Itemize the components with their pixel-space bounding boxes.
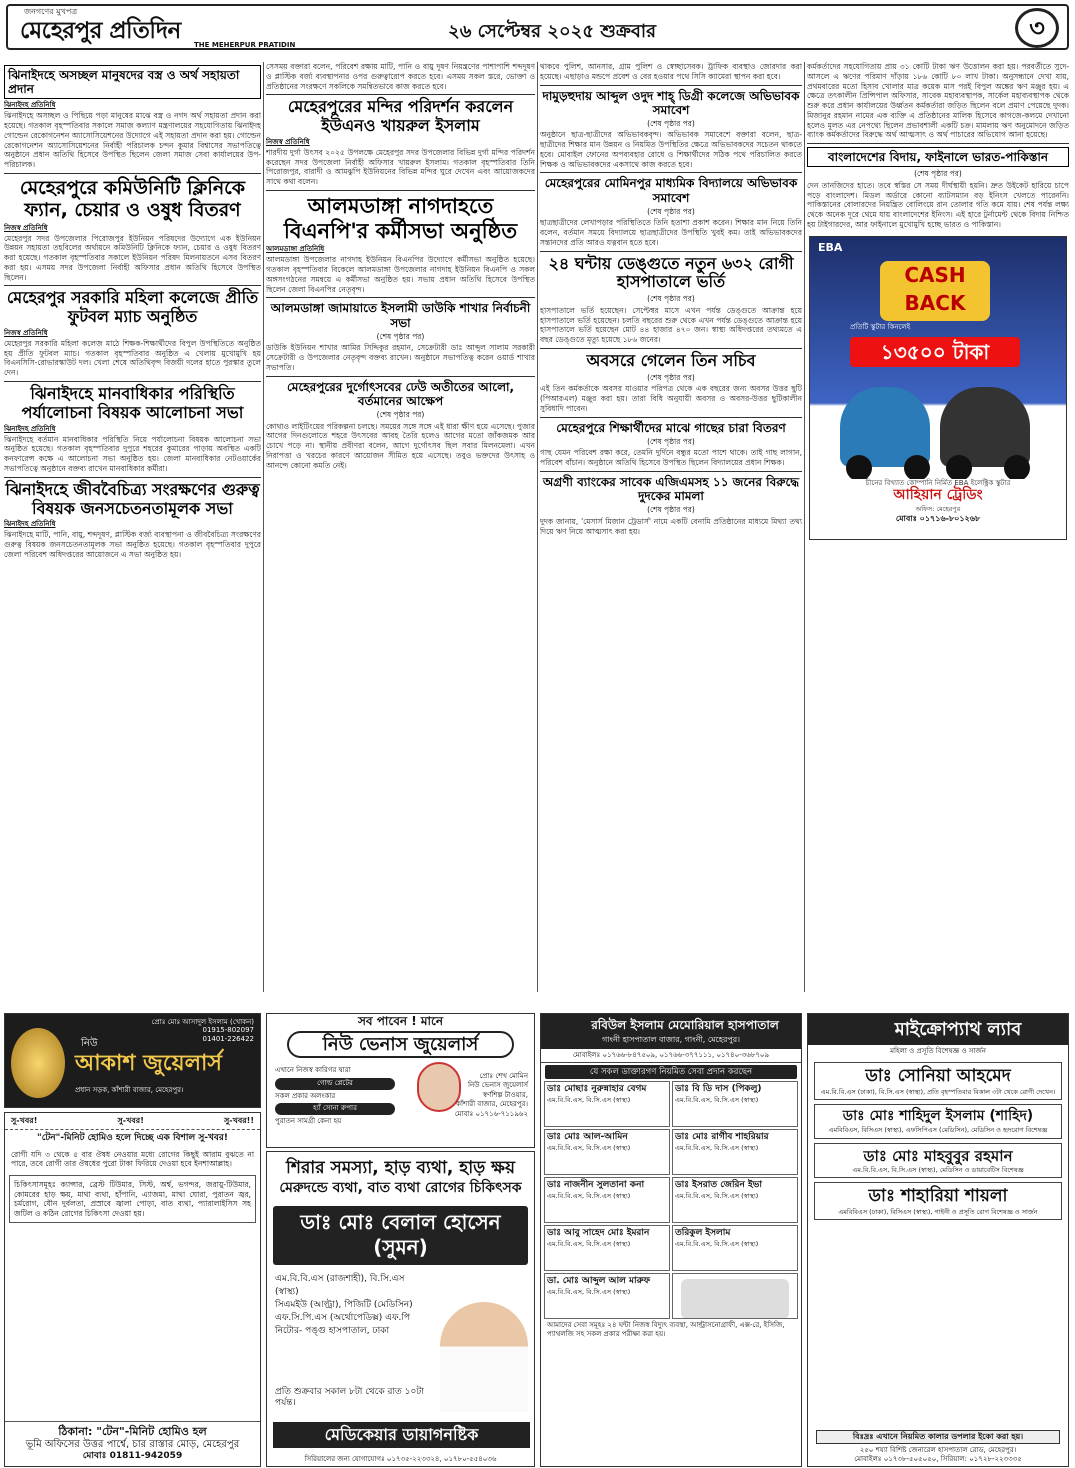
doctor-name: ডাঃ আবু সাহেদ মোঃ ইমরান <box>547 1228 650 1239</box>
article-body: দেন তানজিদের হাতে। তবে স্বস্তির সে সময় দীর্ঘস্থায়ী হয়নি। দ্রুত উইকেট হারিয়ে চাপে পড়ে বাংলাদেশ। মিডল অর্ডারে কোনো ব্যাটসম্যান বড় ইনিংস খেলতে পারেননি। পাকিস্তানের বোলারদের নিয়ন্ত্রিত বোলিংয়ে রান তোলার গতি কমে যায়। শেষ পর্যন্ত লক্ষ্য থেকে অনেক দূরে থেমে যায় বাংলাদেশের ইনিংস। এই হারে টুর্নামেন্ট থেকে বিদায় নিশ্চিত হয় টাইগারদের, আর ফাইনালে মুখোমুখি হচ্ছে ভারত ও পাকিস্তান। <box>807 180 1069 229</box>
byline: আলমডাঙ্গা প্রতিনিধি <box>266 245 325 254</box>
doctor-name: ডাঃ মোঃ আল-আমিন <box>547 1132 628 1143</box>
article-body: কোথাও লাইটিংয়ের পরিকল্পনা চলছে। সময়ের সঙ্গে সঙ্গে এই ধারা ক্ষীণ হয়ে এসেছে। পুজার আগের দিনগুলোতে শহরে উৎসবের আবহ তৈরি হলেও আগের মতো জাঁকজমক আর চোখে পড়ে না। স্থানীয় প্রবীণরা বলেন, আগে দুর্গোৎসব ছিল সবার মিলনমেলা। এখন নিরাপত্তা ও খরচের কারণে আয়োজন সীমিত হয়ে এসেছে। তবুও ভক্তদের উৎসাহ ও আনন্দে কোনো কমতি নেই। <box>266 421 535 470</box>
continued-note: (শেষ পৃষ্ঠার পর) <box>376 331 425 341</box>
wheel-icon <box>1004 455 1030 481</box>
diagnostic-center-name: মেডিকেয়ার ডায়াগনষ্টিক <box>273 1422 530 1448</box>
lab-advertisement <box>807 1013 1069 1467</box>
headline: ঝিনাইদহে অসচ্ছল মানুষদের বস্ত্র ও অর্থ সহায়তা প্রদান <box>4 65 261 99</box>
column-divider <box>263 62 264 992</box>
dealer-note: চীনের বিখ্যাত কোম্পানি নির্মিত EBA ইলেক্ট্রিক স্কুটার <box>865 478 1011 487</box>
dealer-name: আহিয়ান ট্রেডিং <box>893 487 983 504</box>
doctors-heading: যে সকল ডাক্তারগণ নিয়মিত সেবা প্রদান করছেন <box>545 1065 797 1080</box>
doctor-name: তরিকুল ইসলাম <box>675 1228 731 1239</box>
headline: দামুড়হুদায় আব্দুল ওদুদ শাহ্ ডিগ্রী কলেজে অভিভাবক সমাবেশ <box>542 88 800 117</box>
doctor-degree: এম.বি.বি.এস (ঢাকা), বি.সি.এস (স্বাস্থ্য), প্রতি বৃহস্পতিবার বিকাল ৩টা থেকে রোগী দেখেন। <box>820 1087 1056 1096</box>
doctor-photo <box>440 1302 528 1412</box>
doctor-name: ডাঃ মোঃ রাগীব শাহরিয়ার <box>675 1132 769 1143</box>
divider <box>540 172 802 173</box>
dealer-strip <box>810 479 1066 539</box>
divider <box>4 173 261 174</box>
divider <box>266 297 535 298</box>
ad-headline: "টেন"-মিনিট হোমিও হলে দিচ্ছে এক বিশাল সু-খবর! <box>37 1133 228 1144</box>
phone: 01915-802097 <box>202 1026 254 1035</box>
newspaper-logo-en: THE MEHERPUR PRATIDIN <box>194 41 296 49</box>
footer-address: ভূমি অফিসের উত্তর পার্শ্বে, চার রাস্তার মোড়, মেহেরপুর <box>25 1438 240 1450</box>
article-body: শারদীয় দুর্গা উৎসব ২০২৫ উপলক্ষে মেহেরপুর সদর উপজেলার বিভিন্ন দুর্গা মন্দির পরিদর্শন করেছেন সদর উপজেলা নির্বাহী অফিসার খায়রুল ইসলাম। গতকাল বৃহস্পতিবার তিনি পিরোজপুর, বারাদী ও আমঝুপি ইউনিয়নের বিভিন্ন মন্দির ঘুরে দেখেন এবং আয়োজকদের সাথে কথা বলেন। <box>266 147 535 187</box>
byline: ঝিনাইদহ প্রতিনিধি <box>4 101 56 110</box>
doctor-degree: এম.বি.বি.এস, বি.সি.এস (স্বাস্থ্য) <box>675 1143 759 1152</box>
shop-line: নিউ ভেনাস জুয়েলার্স <box>467 1081 528 1090</box>
shop-line: স্বর্ণশিল্প টাওয়ার, <box>482 1090 528 1099</box>
doctor-card <box>544 1081 670 1127</box>
continued-note: (শেষ পৃষ্ঠার পর) <box>647 372 695 382</box>
doctor-name: ডাঃ ইসরাত জেরিন ইভা <box>675 1180 762 1191</box>
doctor-degree: এম.বি.বি.এস, বি.সি.এস (স্বাস্থ্য) <box>547 1191 631 1200</box>
divider <box>540 251 802 252</box>
article-body: ঝিনাইদহে বর্তমান মানবাধিকার পরিস্থিতি নিয়ে পর্যালোচনা বিষয়ক আলোচনা সভা অনুষ্ঠিত হয়েছে। গতকাল বৃহস্পতিবার দুপুরে শহরের কুমারের পাড়ায় অবস্থিত একটি কনফারেন্স কক্ষে এ আলোচনা সভা অনুষ্ঠিত হয়। জেলা মানবাধিকার নেটওয়ার্কের সভাপতিত্বে অনুষ্ঠানে বক্তব্য রাখেন মানবাধিকার কর্মীরা। <box>4 434 261 473</box>
doctor-degree: এম.বি.বি.এস, বি.সি.এস (স্বাস্থ্য) <box>547 1239 631 1248</box>
headline: মেহেরপুরে কমিউনিটি ক্লিনিকে ফ্যান, চেয়ার ও ওষুধ বিতরণ <box>19 176 246 222</box>
headline: অবসরে গেলেন তিন সচিব <box>586 350 756 370</box>
article-body: মেহেরপুর সদর উপজেলার পিরোজপুর ইউনিয়ন পরিষদের উদ্যোগে এক ইউনিয়ন উন্নয়ন সহায়তা তহবিলের অর্থায়নে কমিউনিটি ক্লিনিকে ফ্যান, চেয়ার ও ওষুধ বিতরণ করা হয়েছে। গতকাল বৃহস্পতিবার সকালে ইউনিয়ন পরিষদ মিলনায়তনে এসব বিতরণ করা হয়। এসময় সদর উপজেলা নির্বাহী অফিসার প্রধান অতিথি হিসেবে উপস্থিত ছিলেন। <box>4 233 261 282</box>
headline: অগ্রণী ব্যাংকের সাবেক এজিএমসহ ১১ জনের বিরুদ্ধে দুদকের মামলা <box>542 474 800 504</box>
byline: ঝিনাইদহ প্রতিনিধি <box>4 424 56 433</box>
lab-subtitle: মহিলা ও প্রসূতি বিশেষজ্ঞ ও সার্জন <box>890 1047 986 1056</box>
hospital-address: গাংনী হাসপাতাল বাজার, গাংনী, মেহেরপুর। <box>541 1035 801 1048</box>
column-divider <box>537 62 538 992</box>
headline: মেহেরপুরে শিক্ষার্থীদের মাঝে গাছের চারা বিতরণ <box>556 420 786 435</box>
headline: মেহেরপুর সরকারি মহিলা কলেজে প্রীতি ফুটবল ম্যাচ অনুষ্ঠিত <box>6 288 259 327</box>
ad-footer <box>5 1421 260 1466</box>
column-1 <box>4 62 261 992</box>
continued-note: (শেষ পৃষ্ঠার পর) <box>647 505 695 515</box>
degree-line: নিটোর- পঙ্গু হাসপাতাল, ঢাকা <box>275 1326 390 1337</box>
new-tag: নিউ <box>81 1038 98 1049</box>
good-news: সু-খবর! <box>11 1116 38 1125</box>
article-body: আলমডাঙ্গা উপজেলার নাগদাহ ইউনিয়ন বিএনপির উদ্যোগে কর্মীসভা অনুষ্ঠিত হয়েছে। গতকাল বৃহস্পতিবার বিকেলে আলমডাঙ্গা উপজেলার নাগদাহ ইউনিয়ন বিএনপি ও সকল অঙ্গসংগঠনের সমন্বয়ে এ কর্মীসভা অনুষ্ঠিত হয়। সভায় প্রধান অতিথি হিসেবে উপস্থিত ছিলেন জেলা বিএনপির নেতৃবৃন্দ। <box>266 255 535 294</box>
doctor-name: ডাঃ মোঃ বেলাল হোসেন (সুমন) <box>273 1206 528 1265</box>
offer-note: প্রতিটি স্কুটার কিনলেই <box>850 322 911 331</box>
lab-name: মাইক্রোপ্যাথ ল্যাব <box>808 1014 1068 1045</box>
article-body: সেসময় বক্তারা বলেন, পরিবেশ রক্ষায় মাটি, পানি ও বায়ু দূষণ নিয়ন্ত্রণের পাশাপাশি শব্দদূষণ ও প্লাস্টিক বর্জ্য ব্যবস্থাপনার ওপর গুরুত্বারোপ করতে হবে। এসময় সকল স্তরে, ভোক্তা ও প্রতিষ্ঠানের সংরক্ষণে সকলিকে সমন্বিতভাবে কাজ করতে হবে। <box>266 62 535 91</box>
article-body: হাসপাতালে ভর্তি হয়েছেন। সেপ্টেম্বর মাসে এখন পর্যন্ত ডেঙ্গুতে আক্রান্ত হয়ে হাসপাতালে ভর্তি হয়েছেন। চলতি বছরের শুরু থেকে এখন পর্যন্ত ডেঙ্গুতে আক্রান্ত হয়ে হাসপাতালে ভর্তি হয়েছেন মোট ৪৪ হাজার ৪৭০ জন। স্বাস্থ্য অধিদপ্তরের তথ্যমতে এ বছর ডেঙ্গুতে মৃত্যু হয়েছে ১৮৬ জনের। <box>540 305 802 345</box>
owner-name: প্রোঃ মোঃ আসাদুল ইসলাম (খোকন) <box>151 1018 254 1026</box>
doctor-card <box>814 1062 1062 1100</box>
hospital-phone: মোবাইলঃ ০১৭৬৬-৮৪৭৫০৯, ০১৭৬৬-৩৭৭১১১, ০১৭৪০-৩৬৮৭০৯ <box>541 1049 801 1063</box>
lab-footer <box>808 1428 1068 1466</box>
divider <box>4 381 261 382</box>
lab-phone: মোবাইলঃ ০১৭৩৮-৫০৫০৫০, সিরিয়াল: ০১৭২৮-২২৩৩৩৫ <box>854 1455 1022 1464</box>
article-body: ঝিনাইদহে মাটি, পানি, বায়ু, শব্দদূষণ, প্লাস্টিক বর্জ্য ব্যবস্থাপনা ও জীববৈচিত্র্য সংরক্ষণের গুরুত্ব বিষয়ক জনসচেতনতামূলক সভা অনুষ্ঠিত হয়েছে। গতকাল বৃহস্পতিবার দুপুরে জেলা পরিবেশ অধিদপ্তরের আয়োজনে এ সভা অনুষ্ঠিত হয়। <box>4 530 261 559</box>
doctor-degree: এম.বি.বি.এস, বি.সি.এস (স্বাস্থ্য) <box>675 1095 759 1104</box>
ad-tagline: সব পাবেন ! মানে <box>357 1014 444 1028</box>
service-line: সকল প্রকার অলংকার <box>275 1091 336 1100</box>
doctor-degree: এম.বি.বি.এস, বি.সি.এস (স্বাস্থ্য) <box>675 1191 759 1200</box>
service-line: পুরাতন সামগ্রী কেনা হয় <box>275 1117 342 1126</box>
good-news: সু-খবর!! <box>223 1116 254 1125</box>
headline: মেহেরপুরের মোমিনপুর মাধ্যমিক বিদ্যালয়ে অভিভাবক সমাবেশ <box>544 176 798 205</box>
doctor-degree: এম.বি.বি.এস, বি.সি.এস (স্বাস্থ্য), মেডিসিন ও ডায়াবেটিস বিশেষজ্ঞ <box>852 1165 1024 1174</box>
doctor-card <box>672 1225 798 1271</box>
divider <box>4 285 261 286</box>
column-3 <box>540 62 802 992</box>
service-pill: হ্যাঁ সোনা রুপার <box>275 1103 395 1115</box>
byline: ঝিনাইদহ প্রতিনিধি <box>4 520 56 529</box>
doctor-degree: এম.বি.বি.এস, বি.সি.এস (স্বাস্থ্য) <box>547 1143 631 1152</box>
treatment-list: চিকিৎসাসমূহঃ ক্যান্সার, ব্রেস্ট টিউমার, সিস্ট, অর্শ্ব, ভগন্দর, জরায়ু-টিউমার, কোমরের হাড় ক্ষয়, মাথা ব্যথা, হাঁপানি, এ্যাজমা, মাথা ঘোরা, পুরাতন জ্বর, চর্মরোগ, যৌন দুর্বলতা, প্রস্রাবে জ্বালা পোড়া, বাত ব্যথা, প্যারালাইসিস সহ জটিল ও কঠিন রোগের চিকিৎসা দেওয়া হয়। <box>9 1175 256 1223</box>
divider <box>540 85 802 86</box>
cash-back-badge: CASH BACK <box>880 261 990 321</box>
doctor-name: ডাঃ শাহারিয়া শায়লা <box>868 1186 1008 1207</box>
serial-contact: সিরিয়ালের জন্য যোগাযোগঃ ০১৭৩৫-২২৩৩২৪, ০১৭৮০-৫৫৪০৩৬ <box>304 1455 497 1464</box>
divider <box>540 471 802 472</box>
phone: 01401-226422 <box>202 1034 254 1043</box>
article-body: থাকবে পুলিশ, আনসার, গ্রাম পুলিশ ও স্বেচ্ছাসেবক। ট্রাফিক ব্যবস্থাও জোরদার করা হয়েছে। এছাড়াও মন্ডপে প্রবেশ ও বের হওয়ার পথে সিসি ক্যামেরা স্থাপন করা হবে। <box>540 62 802 81</box>
divider <box>807 143 1069 144</box>
ad-subheadline: মেরুদন্ডে ব্যথা, বাত ব্যথা রোগের চিকিৎসক <box>279 1179 522 1196</box>
shop-line: কাঁশারী বাজার, মেহেরপুর। <box>456 1100 528 1109</box>
article-body: মেহেরপুর সরকারি মহিলা কলেজ মাঠে শিক্ষক-শিক্ষার্থীদের বিপুল উপস্থিতিতে অনুষ্ঠিত হয় প্রীতি ফুটবল ম্যাচ। গতকাল বৃহস্পতিবার অনুষ্ঠিত এ খেলায় মুখোমুখি হয় বিএনসিসি-রোভারস্কাউট দল। খেলা শেষে অতিথিবৃন্দ বিজয়ী দলের হাতে পুরস্কার তুলে দেন। <box>4 338 261 378</box>
phone: মোবাঃ ০১৭১৬-৭১১৯৬২ <box>454 1109 528 1118</box>
byline: নিজস্ব প্রতিনিধি <box>266 138 310 146</box>
hospital-advertisement <box>540 1013 802 1467</box>
ambulance-card <box>672 1273 798 1319</box>
doctor-card <box>672 1129 798 1175</box>
continued-note: (শেষ পৃষ্ঠার পর) <box>376 409 425 419</box>
column-2 <box>266 62 535 992</box>
shop-name: আকাশ জুয়েলার্স <box>75 1051 222 1076</box>
article-body: কর্মকর্তাদের সহযোগিতায় প্রায় ৩১ কোটি টাকা ঋণ উত্তোলন করা হয়। পরবর্তীতে সুদে-আসলে এ ঋণের পরিমাণ দাঁড়ায় ১৮৬ কোটি ৮০ লাখ টাকা। অনুসন্ধানে দেখা যায়, প্রথমবারের মতো হিসাব খোলার মাত্র কয়েক মাস পরই বিপুল অঙ্কের ঋণ মঞ্জুর হয়। এ ক্ষেত্রে তৎকালীন প্রিন্সিপাল অফিসার, সাবেক মহাব্যবস্থাপক, সার্কেল মহাব্যবস্থাপক থেকে শুরু করে প্রধান কার্যালয়ের উর্ধ্বতন কর্মকর্তারা জড়িত ছিলেন বলে প্রমাণ পেয়েছে দুদক। মিজানুর রহমান নামের এক ব্যক্তি এ প্রতিষ্ঠানের মালিক হিসেবে কাগজে-কলমে দেখানো হলেও মূলত এর নেপথ্যে ছিলেন প্রভাবশালী একটি চক্র। মামলায় ঋণ অনুমোদনে জড়িত ব্যাংক কর্মকর্তাদের বিরুদ্ধে অর্থ আত্মসাৎ ও অর্থ পাচারের অভিযোগ আনা হয়েছে। <box>807 62 1069 140</box>
owner-info <box>152 1018 254 1043</box>
doctor-name: ডাঃ মোঃ মাহবুবুর রহমান <box>863 1146 1013 1165</box>
byline: নিজস্ব প্রতিনিধি <box>4 329 48 338</box>
doctor-advertisement <box>266 1151 535 1467</box>
divider <box>266 190 535 191</box>
dealer-phone: মোবাঃ ০১৭১৬-৮০১২৬৮ <box>895 513 981 523</box>
ad-headline: শিরার সমস্যা, হাড় ব্যথা, হাড় ক্ষয় <box>286 1158 515 1178</box>
column-divider <box>804 62 805 992</box>
doctor-card <box>544 1177 670 1223</box>
doctor-card <box>544 1225 670 1271</box>
degree-line: এফ.সি.পি.এস (অর্থোপেডিক্স) এফ.পি <box>275 1312 411 1323</box>
services-list: আমাদের সেবা সমূহঃ ২৪ ঘন্টা নিজস্ব বিদ্যুৎ ব্যবস্থা, আল্ট্রাসনোগ্রাফী, এক্স-রে, ইসিজি, প্যাথলজি সহ সকল প্রকার পরীক্ষা করা হয়। <box>547 1321 785 1339</box>
issue-date: ২৬ সেপ্টেম্বর ২০২৫ শুক্রবার <box>448 21 657 42</box>
good-news: সু-খবর! <box>117 1116 144 1125</box>
continued-note: (শেষ পৃষ্ঠার পর) <box>647 294 695 304</box>
doctor-card <box>544 1129 670 1175</box>
page-number: ৩ <box>1015 8 1059 48</box>
headline: বাংলাদেশের বিদায়, ফাইনালে ভারত-পাকিস্তান <box>807 147 1069 167</box>
owner-name: প্রোঃ শেখ মোমিন <box>479 1072 528 1080</box>
ambulance-icon <box>681 1279 789 1319</box>
wheel-icon <box>846 455 872 481</box>
doctor-card <box>814 1143 1062 1179</box>
lab-address: ২৫০ শয্যা বিশিষ্ট জেনারেল হাসপাতাল রোড, মেহেরপুর। <box>859 1446 1017 1455</box>
owner-info <box>418 1072 528 1119</box>
headline: মেহেরপুরের দুর্গোৎসবের ঢেউ অতীতের আলো, বর্তমানের আক্ষেপ <box>286 379 515 408</box>
doctor-degrees <box>267 1273 437 1338</box>
doctor-name: ডাঃ মোছাঃ নুরুন্নাহার বেগম <box>547 1084 647 1095</box>
doctor-name: ডাঃ সোনিয়া আহমেদ <box>865 1065 1011 1086</box>
headline: ঝিনাইদহে জীববৈচিত্র্য সংরক্ষণের গুরুত্ব বিষয়ক জনসচেতনতামূলক সভা <box>5 479 260 518</box>
scooter-advertisement <box>809 236 1067 540</box>
shop-address: প্রধান সড়ক, কাঁশারী বাজার, মেহেরপুর। <box>75 1086 184 1094</box>
homeo-advertisement <box>4 1112 261 1467</box>
newspaper-logo: মেহেরপুর প্রতিদিন <box>20 17 181 44</box>
article-body: দুদক জানায়, 'মেসার্স মিজান ট্রেডার্স' নামে একটি বেনামি প্রতিষ্ঠানের মাধ্যমে মিথ্যা তথ্য দিয়ে ঋণ নিয়ে আত্মসাৎ করা হয়। <box>540 516 802 536</box>
doctor-degree: এম.বি.বি.এস, বি.সি.এস (স্বাস্থ্য) <box>547 1095 631 1104</box>
doctor-degree: এমবিবিএস, বিসিএস (স্বাস্থ্য), এফসিপিএস (মেডিসিন), মেডিসিন ও হৃদরোগ বিশেষজ্ঞ <box>828 1126 1048 1135</box>
byline: নিজস্ব প্রতিনিধি <box>4 223 48 232</box>
masthead <box>6 4 1069 50</box>
divider <box>540 348 802 349</box>
doctor-name: ডাঃ বি ডি দাস (পিকলু) <box>675 1084 762 1095</box>
tagline: জনগণের মুখপত্র <box>24 7 78 16</box>
article-body: ডাউকি ইউনিয়ন শাখার আমির সিদ্দিকুর রহমান, সেক্রেটারী ডাঃ আব্দুল সালাম সরকারী সেক্রেটারী ও উপজেলার নেতৃবৃন্দ বক্তব্য রাখেন। অনুষ্ঠানে সভাপতিত্ব করেন ওয়ার্ড শাখার সভাপতি। <box>266 343 535 372</box>
footer-title: ঠিকানা: "টেন"-মিনিট হোমিও হল <box>58 1424 207 1438</box>
dealer-address: অফিস: মেহেরপুর <box>915 505 961 514</box>
doctor-card <box>814 1182 1062 1220</box>
service-pill: গোল্ড প্লেটের <box>275 1078 395 1090</box>
doctor-grid <box>541 1081 801 1319</box>
doctor-card <box>544 1273 670 1319</box>
divider <box>266 94 535 95</box>
doppler-note: বিঃদ্রঃ এখানে নিয়মিত কালার ডপলার ইকো করা হয়। <box>816 1430 1060 1444</box>
degree-line: সিএমইউ (আল্ট্রা), পিজিটি (মেডিসিন) <box>275 1299 413 1310</box>
divider <box>540 417 802 418</box>
venus-jewellers-advertisement <box>266 1013 535 1148</box>
continued-note: (শেষ পৃষ্ঠার পর) <box>647 206 695 216</box>
headline: ২৪ ঘন্টায় ডেঙ্গুতে নতুন ৬৩২ রোগী হাসপাতালে ভর্তি <box>548 253 794 292</box>
ad-text: রোগী যদি ৩ থেকে ৫ বার ঔষধ নেওয়ার মধ্যে রোগের কিছুই আরাম বুঝতে না পারে, তবে রোগী তার ঔষধের পুরো টাকা ফিরিয়ে দেওয়া হবে ইনশাআল্লাহ। <box>11 1149 254 1169</box>
article-body: গাছ যেমন পরিবেশ রক্ষা করে, তেমনি দুর্দিনে বন্ধুর মতো পাশে থাকে। তাই গাছ লাগান, পরিবেশ বাঁচান। অনুষ্ঠানে অতিথি হিসেবে উপস্থিত ছিলেন বিদ্যালয়ের প্রধান শিক্ষক। <box>540 448 802 468</box>
doctor-card <box>672 1177 798 1223</box>
doctor-name: ডাঃ নাজনীন সুলতানা কনা <box>547 1180 645 1191</box>
article-body: ছাত্রছাত্রীদের লেখাপড়ার পরিস্থিতিতে তিনি হতাশা প্রকাশ করেন। শিক্ষার মান নিয়ে তিনি বলেন, বর্তমান সময়ে বিদ্যালয়ে ছাত্রছাত্রীদের উপস্থিতি খুবই কম। তাই অভিভাবকদের সন্তানদের প্রতি আরও যত্নবান হতে হবে। <box>540 218 802 247</box>
visiting-time: প্রতি শুক্রবার সকাল ৮টা থেকে রাত ১০টা পর্যন্ত। <box>275 1386 424 1409</box>
shop-name: নিউ ভেনাস জুয়েলার্স <box>287 1031 514 1058</box>
doctor-name: ডাঃ মোঃ শাহিদুল ইসলাম (শাহিদ) <box>842 1108 1034 1125</box>
degree-line: এম.বি.বি.এস (রাজশাহী), বি.সি.এস (স্বাস্থ্য) <box>275 1273 405 1297</box>
continued-note: (শেষ পৃষ্ঠার পর) <box>647 118 695 128</box>
divider <box>4 477 261 478</box>
article-body: ঝিনাইদহে অসচ্ছল ও পিছিয়ে পড়া মানুষের মাঝে বস্ত্র ও নগদ অর্থ সহায়তা প্রদান করা হয়েছে। গতকাল বৃহস্পতিবার সকালে সমাজ কল্যাণ মন্ত্রণালয়ের সহযোগিতায় ঝিনাইদহ গোল্ডেন রেকোগনেশন অ্যাসোসিয়েশনের উদ্যোগে এই সহায়তা প্রদান করা হয়। গোল্ডেন রেকোগনেশন অ্যাসোসিয়েশনের নির্বাহী পরিচালক চন্দন কুমার বিশ্বাসের সভাপতিত্বে অনুষ্ঠানে প্রধান অতিথি হিসেবে উপস্থিত ছিলেন জেলা সমাজ সেবা কার্যালয়ের উপ-পরিচালক। <box>4 111 261 170</box>
doctor-card <box>672 1081 798 1127</box>
doctor-name: ডা. মোঃ আব্দুল আল মারুফ <box>547 1276 651 1287</box>
footer-phone: মোবাঃ 01811-942059 <box>82 1451 183 1462</box>
doctor-degree: এম.বি.বি.এস, বি.সি.এস (স্বাস্থ্য) <box>547 1287 631 1296</box>
wheel-icon <box>946 455 972 481</box>
good-news-row <box>5 1113 260 1130</box>
service-list <box>275 1066 395 1127</box>
service-line: এখানে নিজস্ব কারিগর দ্বারা <box>275 1066 351 1074</box>
headline: আলমডাঙ্গা জামায়াতে ইসলামী ডাউকি শাখার নির্বাচনী সভা <box>270 301 531 330</box>
doctor-degree: এম.বি.বি.এস, বি.সি.এস (স্বাস্থ্য) <box>675 1239 759 1248</box>
article-body: এই তিন কর্মকর্তাকে অবসর যাওয়ার পরিপত্র থেকে এক বছরের জন্য অবসর উত্তর ছুটি (পিআরএল) মঞ্জুর করা হয়। তারা বিধি অনুযায়ী অবসর ও অবসর-উত্তর ছুটিকালীন সুবিধাদি পাবেন। <box>540 384 802 413</box>
headline: ঝিনাইদহে মানবাধিকার পরিস্থিতি পর্যালোচনা বিষয়ক আলোচনা সভা <box>21 383 244 422</box>
column-4 <box>807 62 1069 992</box>
continued-note: (শেষ পৃষ্ঠার পর) <box>647 436 695 446</box>
cash-back-amount: ১৩৫০০ টাকা <box>850 337 1020 367</box>
headline: আলমডাঙ্গা নাগদাহতে বিএনপি'র কর্মীসভা অনুষ্ঠিত <box>283 193 518 243</box>
jewellery-advertisement <box>4 1013 261 1108</box>
headline: মেহেরপুরের মন্দির পরিদর্শন করলেন ইউএনও খায়রুল ইসলাম <box>287 97 514 136</box>
jewellery-icon <box>11 1028 65 1098</box>
hospital-name: রবিউল ইসলাম মেমোরিয়াল হাসপাতাল <box>541 1014 801 1035</box>
article-body: অনুষ্ঠানে ছাত্র-ছাত্রীদের অভিভাবকবৃন্দ। অভিভাবক সমাবেশে বক্তারা বলেন, ছাত্র-ছাত্রীদের শিক্ষার মান উন্নয়ন ও নিয়মিত উপস্থিতির ক্ষেত্রে অভিভাবকদের সচেতন থাকতে হবে। মোবাইল ফোনের অপব্যবহার রোধে ও শিক্ষার্থীদের সঠিক পথে পরিচালিত করতে শিক্ষক ও অভিভাবকদের একসাথে কাজ করতে হবে। <box>540 130 802 169</box>
eba-logo: EBA <box>818 240 843 254</box>
doctor-degree: এমবিবিএস (ঢাকা), বিসিএস (স্বাস্থ্য), গাইনী ও প্রসূতি রোগ বিশেষজ্ঞ ও সার্জন <box>838 1207 1038 1216</box>
divider <box>266 376 535 377</box>
continued-note: (শেষ পৃষ্ঠার পর) <box>914 169 962 179</box>
wheel-icon <box>904 455 930 481</box>
doctor-card <box>814 1104 1062 1138</box>
